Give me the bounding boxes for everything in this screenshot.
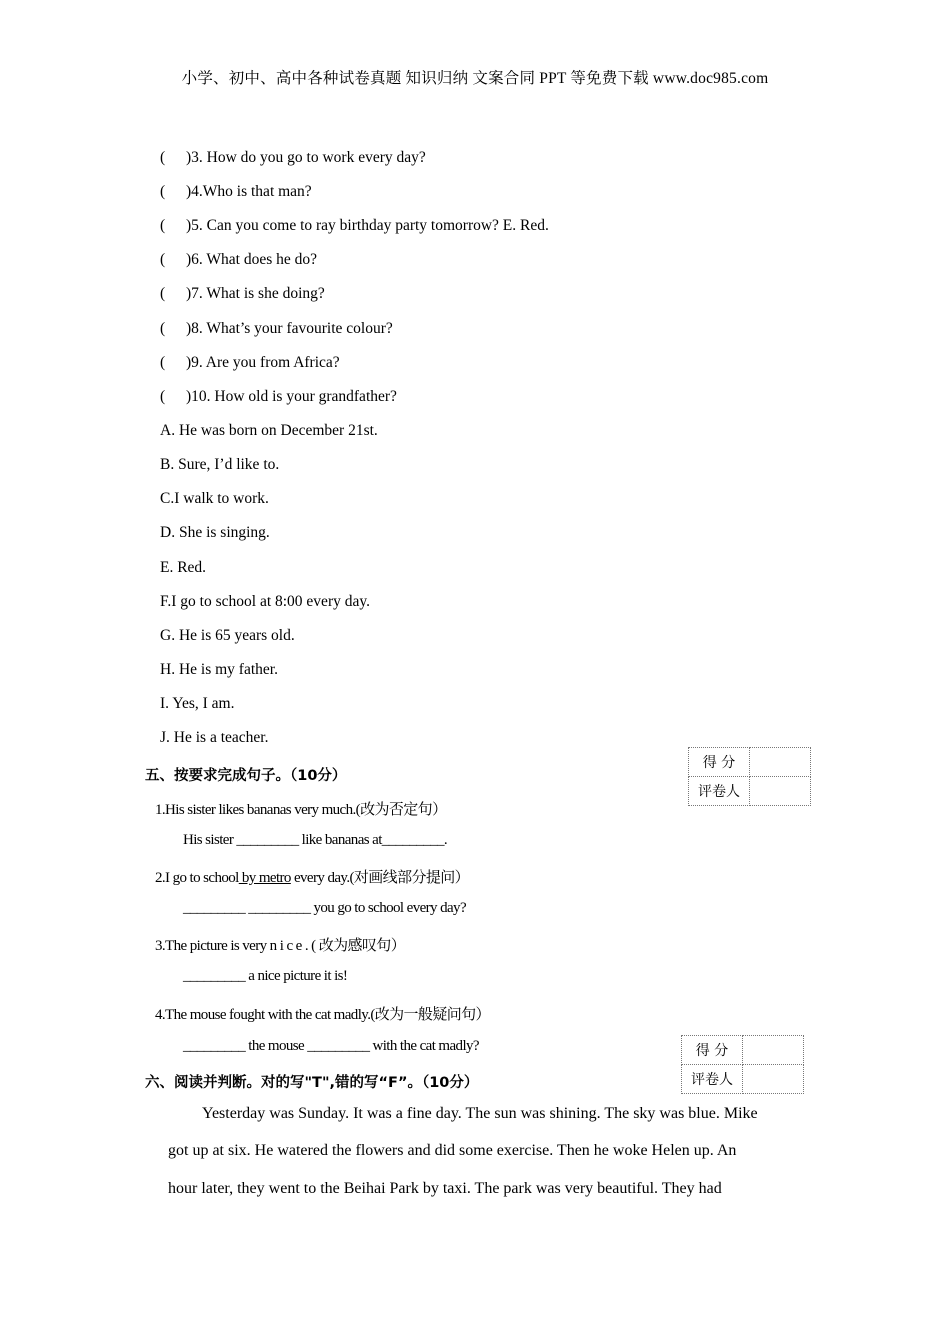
option-b: B. Sure, I’d like to.	[160, 456, 280, 473]
answer-blank[interactable]: (	[160, 217, 166, 234]
score-cell[interactable]	[750, 748, 811, 777]
underlined-phrase: by metro	[238, 870, 291, 886]
question-4: ( )4.Who is that man?	[160, 183, 312, 200]
option-c: C.I walk to work.	[160, 490, 269, 507]
score-table-section6	[681, 1035, 804, 1094]
option-g: G. He is 65 years old.	[160, 627, 295, 644]
section5-answer-4[interactable]: _________ the mouse _________ with the cat madly?	[183, 1038, 479, 1054]
reading-line-2: got up at six. He watered the flowers and did some exercise. Then he woke Helen up. An	[168, 1142, 737, 1159]
answer-blank[interactable]: (	[160, 285, 166, 302]
section6-title: 六、阅读并判断。对的写"T",错的写“F”。（10分）	[145, 1075, 479, 1091]
section5-item-3: 3.The picture is very n i c e . ( 改为感叹句）	[155, 938, 406, 954]
score-label: 得 分	[682, 1036, 743, 1065]
answer-blank[interactable]: (	[160, 149, 166, 166]
answer-blank[interactable]: (	[160, 251, 166, 268]
score-table-section5	[688, 747, 811, 806]
reading-line-3: hour later, they went to the Beihai Park by taxi. The park was very beautiful. They had	[168, 1180, 722, 1197]
section5-item-1: 1.His sister likes bananas very much.(改为否定句）	[155, 802, 447, 818]
answer-blank[interactable]: (	[160, 320, 166, 337]
option-f: F.I go to school at 8:00 every day.	[160, 593, 370, 610]
answer-blank[interactable]: (	[160, 388, 166, 405]
reading-line-1: Yesterday was Sunday. It was a fine day. The sun was shining. The sky was blue. Mike	[202, 1105, 758, 1122]
page-header: 小学、初中、高中各种试卷真题 知识归纳 文案合同 PPT 等免费下载 www.doc985.com	[181, 70, 769, 87]
section5-title: 五、按要求完成句子。（10分）	[145, 768, 347, 784]
grader-label: 评卷人	[689, 777, 750, 806]
grader-cell[interactable]	[743, 1065, 804, 1094]
option-e: E. Red.	[160, 559, 207, 576]
answer-blank[interactable]: (	[160, 354, 166, 371]
question-6: ( )6. What does he do?	[160, 251, 317, 268]
answer-blank[interactable]: (	[160, 183, 166, 200]
section5-answer-2[interactable]: _________ _________ you go to school every day?	[183, 900, 467, 916]
option-d: D. She is singing.	[160, 524, 270, 541]
grader-cell[interactable]	[750, 777, 811, 806]
section5-item-4: 4.The mouse fought with the cat madly.(改为一般疑问句）	[155, 1007, 490, 1023]
grader-label: 评卷人	[682, 1065, 743, 1094]
question-7: ( )7. What is she doing?	[160, 285, 325, 302]
section5-item-2: 2.I go to school by metro every day.(对画线部分提问）	[155, 870, 470, 886]
section5-answer-1[interactable]: His sister _________ like bananas at_________.	[183, 832, 448, 848]
option-a: A. He was born on December 21st.	[160, 422, 378, 439]
question-3: ( )3. How do you go to work every day?	[160, 149, 426, 166]
score-label: 得 分	[689, 748, 750, 777]
score-cell[interactable]	[743, 1036, 804, 1065]
question-9: ( )9. Are you from Africa?	[160, 354, 340, 371]
question-8: ( )8. What’s your favourite colour?	[160, 320, 393, 337]
section5-answer-3[interactable]: _________ a nice picture it is!	[183, 968, 348, 984]
option-j: J. He is a teacher.	[160, 729, 269, 746]
option-h: H. He is my father.	[160, 661, 278, 678]
option-i: I. Yes, I am.	[160, 695, 235, 712]
question-5: ( )5. Can you come to ray birthday party tomorrow? E. Red.	[160, 217, 549, 234]
question-10: ( )10. How old is your grandfather?	[160, 388, 397, 405]
